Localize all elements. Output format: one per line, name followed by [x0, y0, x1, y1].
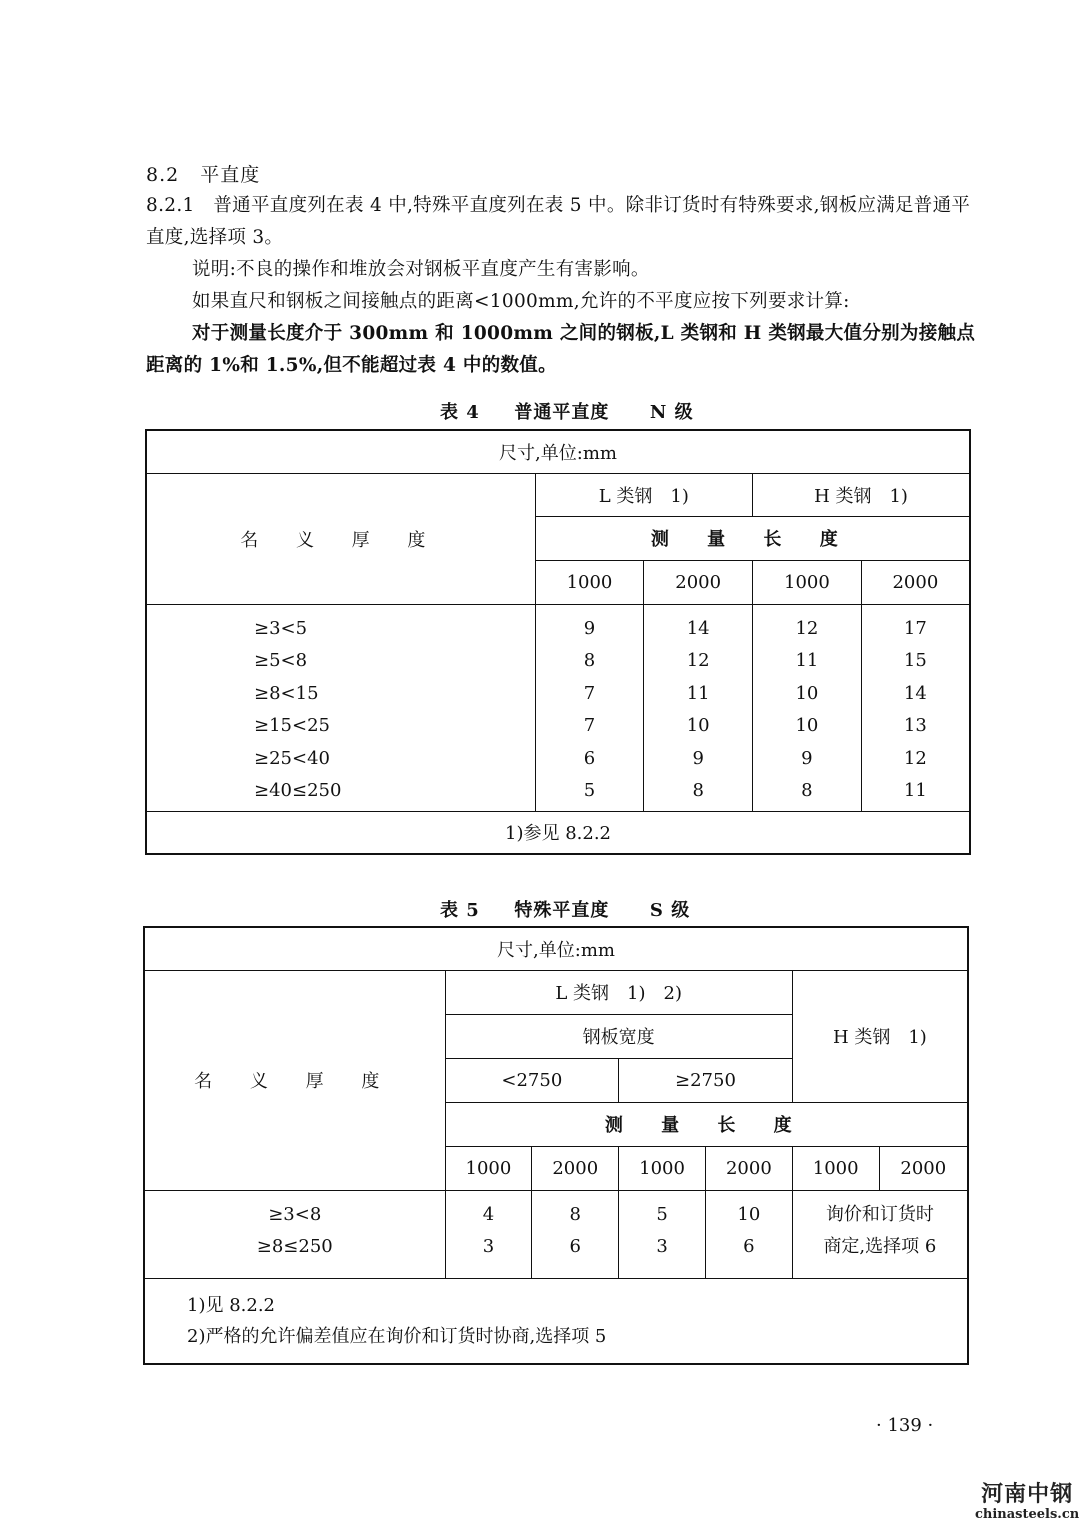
table4-footnote: 1)参见 8.2.2 — [146, 811, 970, 854]
table4-thickness: ≥40≤250 — [254, 780, 342, 802]
table4-cell: 12 — [903, 747, 927, 769]
table5-cell: 5 — [656, 1203, 668, 1225]
table4-cell: 17 — [903, 617, 927, 639]
paragraph-contact-distance: 如果直尺和钢板之间接触点的距离<1000mm,允许的不平度应按下列要求计算: — [192, 291, 850, 312]
table4-h2000-column — [861, 604, 970, 811]
table4-cell: 15 — [903, 650, 927, 672]
table5-thickness-column — [144, 1190, 445, 1278]
table4-thickness: ≥5<8 — [254, 650, 308, 672]
table4-cell: 13 — [903, 715, 927, 737]
table5-length-header: 测 量 长 度 — [445, 1102, 968, 1146]
table4-grade: N 级 — [649, 402, 694, 423]
table5-cell: 6 — [743, 1236, 755, 1258]
table5-length: 1000 — [792, 1146, 879, 1190]
table5-flatness-special — [143, 926, 969, 1365]
watermark-logo-text: 河南中钢 — [981, 1482, 1074, 1507]
table4-cell: 10 — [795, 715, 819, 737]
table5-h-value — [792, 1190, 968, 1278]
table5-h-value-line: 询价和订货时 — [825, 1203, 934, 1225]
table4-title: 普通平直度 — [514, 402, 610, 423]
table4-length: 2000 — [861, 560, 970, 604]
table4-cell: 8 — [583, 650, 596, 672]
paragraph-note: 说明:不良的操作和堆放会对钢板平直度产生有害影响。 — [192, 259, 650, 280]
table5-col-c — [619, 1190, 706, 1278]
paragraph-8-2-1: 8.2.1 普通平直度列在表 4 中,特殊平直度列在表 5 中。除非订货时有特殊要求,钢板应满足普通平直度,选择项 3。 — [146, 195, 971, 248]
table5-cell: 4 — [482, 1203, 495, 1225]
table4-units: 尺寸,单位:mm — [146, 430, 970, 473]
table5-width-ge: ≥2750 — [619, 1058, 793, 1102]
watermark — [975, 1484, 1079, 1521]
table5-col-d — [705, 1190, 792, 1278]
table4-length: 1000 — [753, 560, 862, 604]
table5-cell: 3 — [656, 1236, 668, 1258]
table5-thickness: ≥8≤250 — [256, 1236, 333, 1258]
table4-cell: 7 — [583, 715, 596, 737]
table5-h-value-line: 商定,选择项 6 — [823, 1236, 937, 1258]
table4-cell: 9 — [583, 617, 596, 639]
table5-cell: 10 — [737, 1203, 761, 1225]
table5-cell: 8 — [569, 1203, 581, 1225]
table5-grade: S 级 — [649, 900, 691, 921]
table4-cell: 11 — [686, 682, 710, 704]
table4-thickness-header: 名 义 厚 度 — [146, 473, 535, 604]
watermark-url: chinasteels.cn — [975, 1507, 1080, 1522]
table5-length: 2000 — [532, 1146, 619, 1190]
page-number: · 139 · — [876, 1415, 934, 1436]
table5-thickness: ≥3<8 — [268, 1203, 322, 1225]
table4-thickness: ≥3<5 — [254, 617, 308, 639]
table5-footnote: 2)严格的允许偏差值应在询价和订货时协商,选择项 5 — [187, 1325, 607, 1347]
table4-length: 1000 — [535, 560, 644, 604]
table4-cell: 11 — [795, 650, 819, 672]
table5-length: 1000 — [445, 1146, 532, 1190]
section-number: 8.2 — [146, 164, 180, 186]
table5-thickness-header: 名 义 厚 度 — [144, 970, 445, 1190]
table5-l-header: L 类钢 1) 2) — [445, 970, 792, 1014]
table4-cell: 11 — [903, 780, 927, 802]
table4-label: 表 4 — [440, 402, 480, 423]
table5-col-b — [532, 1190, 619, 1278]
table4-l2000-column — [644, 604, 753, 811]
table4-thickness: ≥8<15 — [254, 682, 319, 704]
table5-length: 1000 — [619, 1146, 706, 1190]
table5-width-lt: <2750 — [445, 1058, 619, 1102]
table4-h1000-column — [753, 604, 862, 811]
table4-thickness-column — [146, 604, 535, 811]
table4-cell: 5 — [583, 780, 596, 802]
section-heading — [146, 160, 260, 187]
table5-col-a — [445, 1190, 532, 1278]
table5-title: 特殊平直度 — [514, 900, 610, 921]
table5-length: 2000 — [879, 1146, 968, 1190]
table5-footnotes — [144, 1278, 968, 1364]
table4-h-header: H 类钢 1) — [753, 473, 970, 516]
table4-thickness: ≥25<40 — [254, 747, 330, 769]
table4-flatness-normal — [145, 429, 971, 855]
table5-units: 尺寸,单位:mm — [144, 927, 968, 970]
paragraph-measure-length: 对于测量长度介于 300mm 和 1000mm 之间的钢板,L 类钢和 H 类钢最大值分别为接触点距离的 1%和 1.5%,但不能超过表 4 中的数值。 — [146, 323, 976, 376]
table4-cell: 12 — [686, 650, 710, 672]
table4-thickness: ≥15<25 — [254, 715, 330, 737]
table4-l1000-column — [535, 604, 644, 811]
table4-cell: 9 — [692, 747, 704, 769]
table4-cell: 8 — [692, 780, 704, 802]
table4-cell: 10 — [795, 682, 819, 704]
table5-width-header: 钢板宽度 — [445, 1014, 792, 1058]
table4-l-header: L 类钢 1) — [535, 473, 752, 516]
table4-cell: 12 — [795, 617, 819, 639]
table5-footnote: 1)见 8.2.2 — [187, 1294, 275, 1316]
table4-length: 2000 — [644, 560, 753, 604]
table4-cell: 14 — [686, 617, 710, 639]
table4-cell: 8 — [801, 780, 813, 802]
table5-length: 2000 — [705, 1146, 792, 1190]
table4-cell: 6 — [583, 747, 596, 769]
table4-length-header: 测 量 长 度 — [535, 516, 970, 560]
table4-cell: 10 — [686, 715, 710, 737]
table4-cell: 14 — [903, 682, 927, 704]
table4-caption — [440, 398, 694, 424]
table5-caption — [440, 896, 690, 922]
section-title: 平直度 — [200, 164, 261, 186]
table4-cell: 7 — [583, 682, 596, 704]
table5-h-header: H 类钢 1) — [792, 970, 968, 1102]
table5-cell: 3 — [482, 1236, 495, 1258]
table5-cell: 6 — [569, 1236, 581, 1258]
table5-label: 表 5 — [440, 900, 480, 921]
table4-cell: 9 — [801, 747, 813, 769]
